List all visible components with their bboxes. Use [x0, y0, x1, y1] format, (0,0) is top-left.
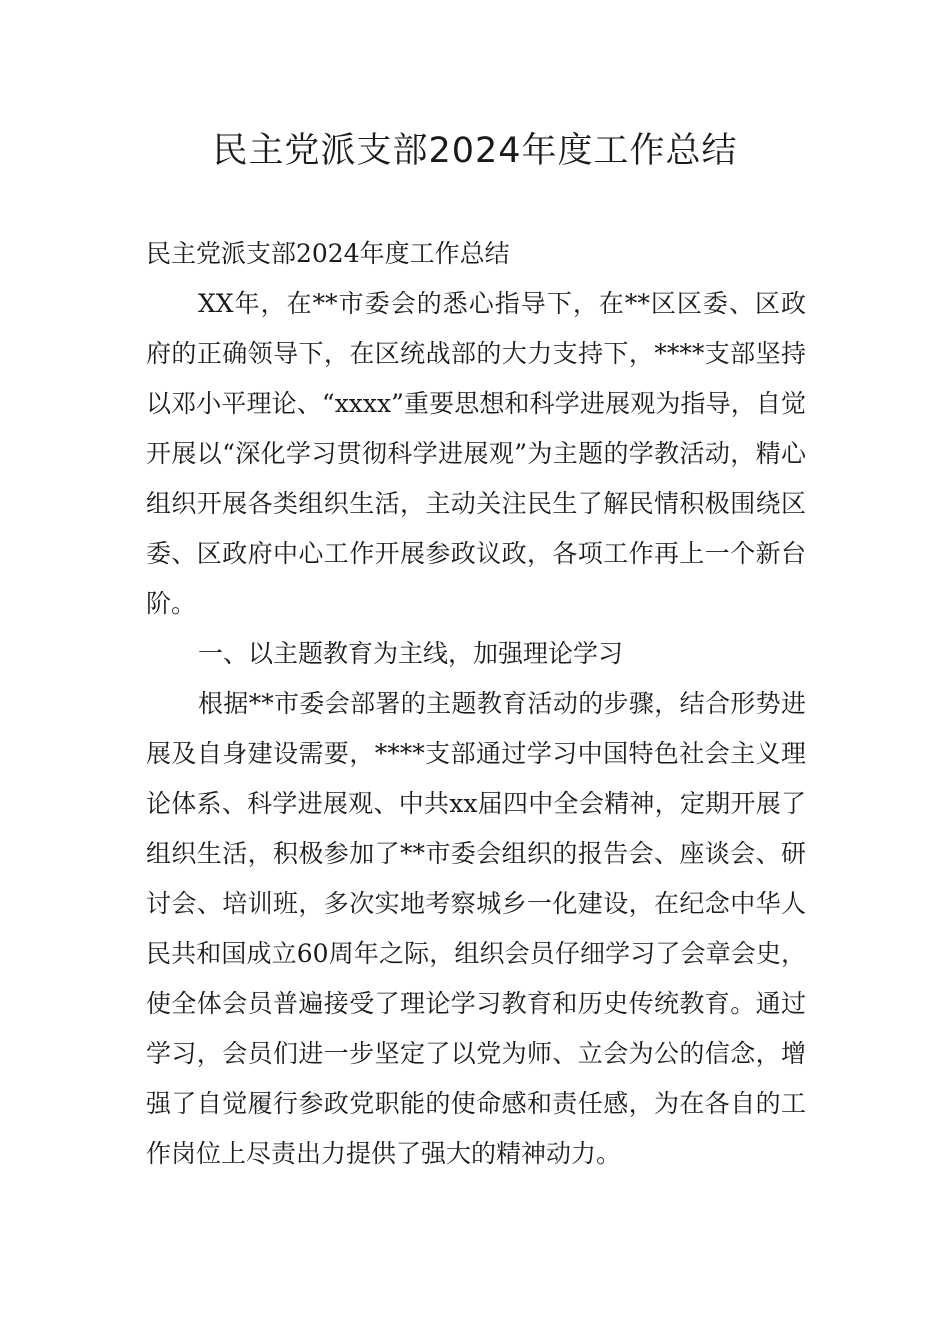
document-subtitle: 民主党派支部2024年度工作总结 — [146, 239, 510, 268]
section-heading-1: 一、以主题教育为主线，加强理论学习 — [198, 639, 624, 668]
paragraph-intro: XX年，在**市委会的悉心指导下，在**区区委、区政府的正确领导下，在区统战部的大力支持下，****支部坚持以邓小平理论、“xxxx”重要思想和科学进展观为指导，自觉开展以“深化学习贯彻科学进展观”为主题的学教活动，精心组织开展各类组织生活，主动关注民生了解民情积极围绕区委、区政府中心工作开展参政议政，各项工作再上一个新台阶。 — [146, 289, 806, 618]
document-title: 民主党派支部2024年度工作总结 — [212, 131, 738, 171]
paragraph-section-1: 根据**市委会部署的主题教育活动的步骤，结合形势进展及自身建设需要，****支部通过学习中国特色社会主义理论体系、科学进展观、中共xx届四中全会精神，定期开展了组织生活，积极参加了**市委会组织的报告会、座谈会、研讨会、培训班，多次实地考察城乡一化建设，在纪念中华人民共和国成立60周年之际，组织会员仔细学习了会章会史，使全体会员普遍接受了理论学习教育和历史传统教育。通过学习，会员们进一步坚定了以党为师、立会为公的信念，增强了自觉履行参政党职能的使命感和责任感，为在各自的工作岗位上尽责出力提供了强大的精神动力。 — [146, 689, 806, 1168]
document-body — [146, 229, 806, 1179]
